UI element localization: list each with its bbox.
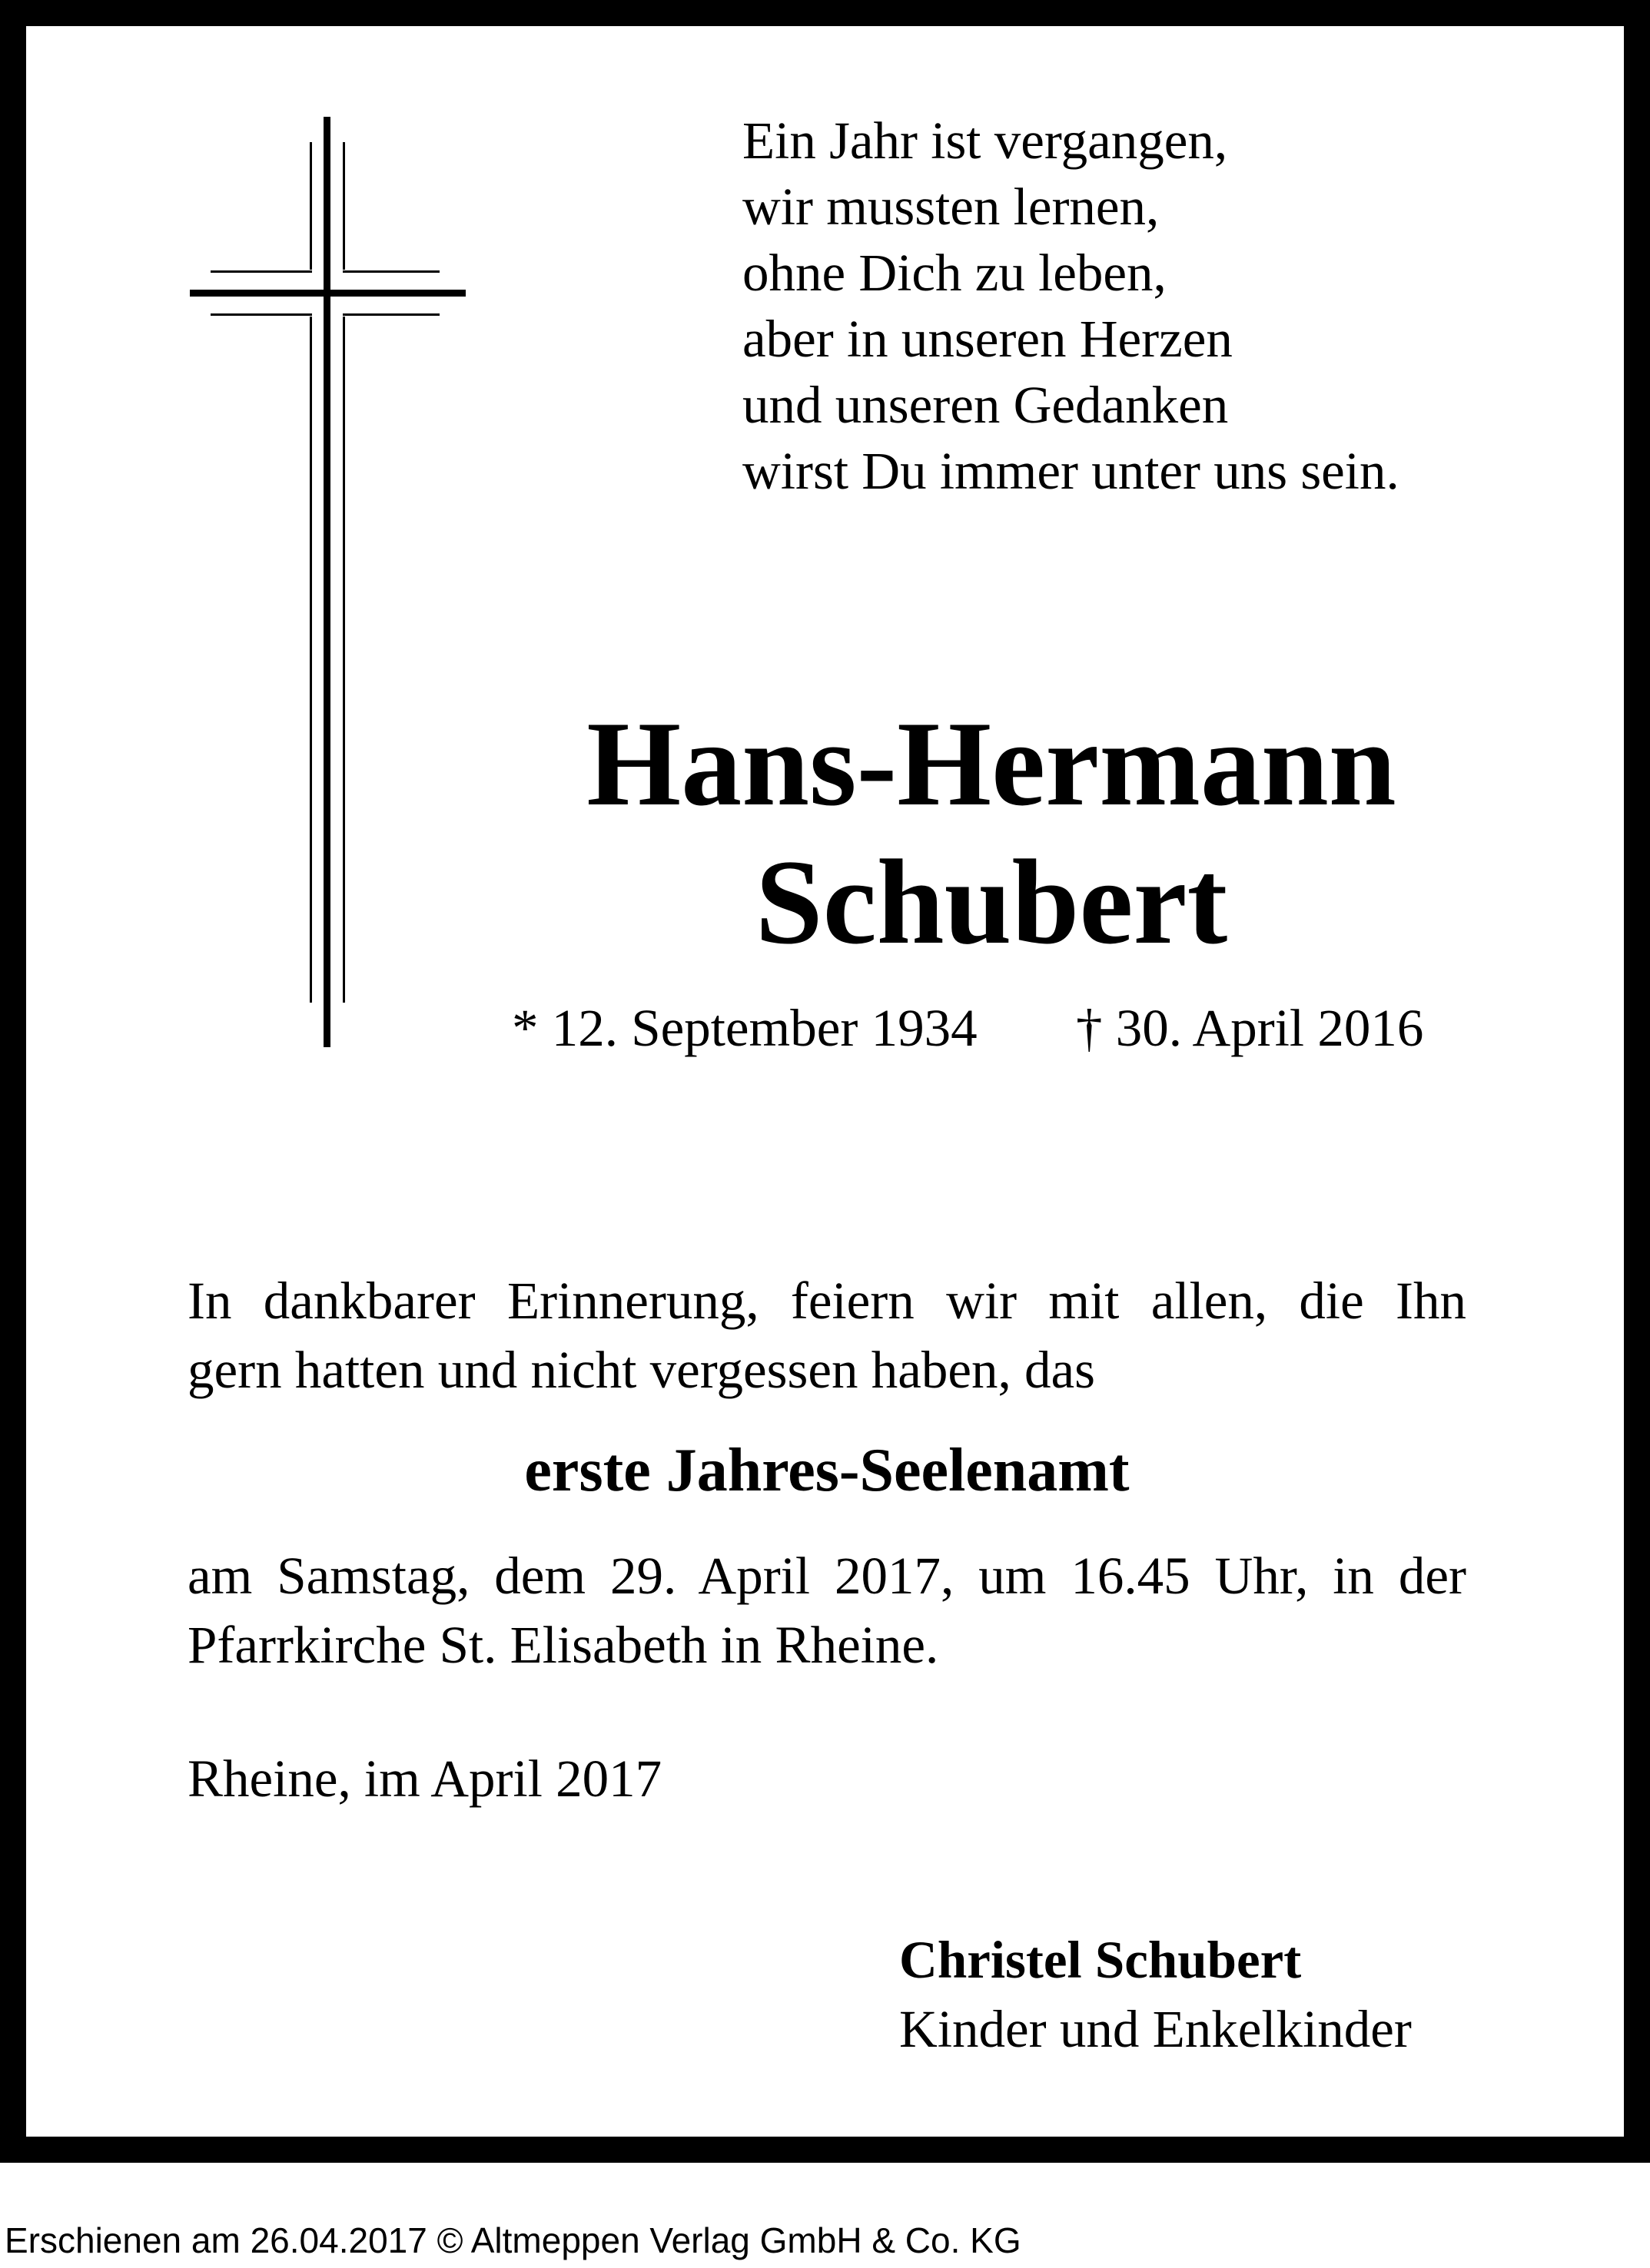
intro-line: gern hatten und nicht vergessen haben, das <box>188 1341 1095 1399</box>
remembrance-intro <box>188 1266 1466 1404</box>
deceased-last-name: Schubert <box>755 835 1228 970</box>
poem-line: wir mussten lernen, <box>742 177 1160 236</box>
memorial-poem <box>742 108 1399 504</box>
details-line: am Samstag, dem 29. April 2017, um 16.45 Uhr, in der <box>188 1547 1466 1605</box>
mass-title: erste Jahres-Seelenamt <box>524 1437 1130 1504</box>
poem-line: aber in unseren Herzen <box>742 310 1233 368</box>
deceased-first-name: Hans-Hermann <box>586 697 1396 831</box>
signer-name: Christel Schubert <box>899 1931 1302 1989</box>
poem-line: Ein Jahr ist vergangen, <box>742 111 1228 170</box>
death-date: † 30. April 2016 <box>1076 999 1424 1057</box>
details-line: Pfarrkirche St. Elisabeth in Rheine. <box>188 1616 939 1674</box>
signer-family: Kinder und Enkelkinder <box>899 2000 1412 2058</box>
signature-block <box>899 1925 1412 2064</box>
poem-line: und unseren Gedanken <box>742 376 1229 434</box>
birth-date: * 12. September 1934 <box>512 999 978 1057</box>
poem-line: wirst Du immer unter uns sein. <box>742 442 1399 500</box>
place-date: Rheine, im April 2017 <box>188 1749 662 1808</box>
intro-line: In dankbarer Erinnerung, feiern wir mit allen, die Ihn <box>188 1272 1466 1330</box>
mass-details <box>188 1541 1466 1679</box>
poem-line: ohne Dich zu leben, <box>742 244 1167 302</box>
publication-footer: Erschienen am 26.04.2017 © Altmeppen Verlag GmbH & Co. KG <box>5 2220 1021 2260</box>
